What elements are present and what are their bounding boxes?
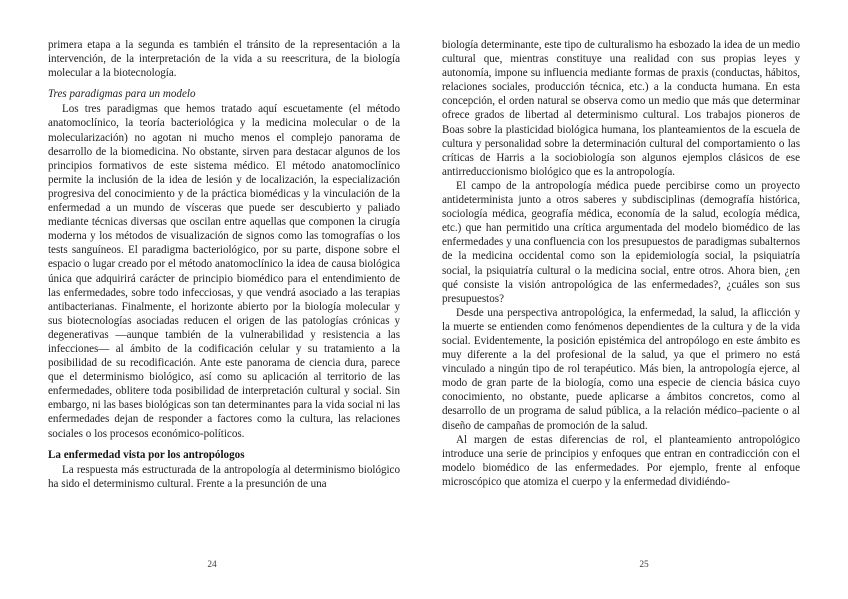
paragraph-continued: primera etapa a la segunda es también el tránsito de la representación a la intervención, de la interpretación de la vida a su reescritura, de la biología molecular a la biotecnología.: [48, 39, 400, 80]
paragraph: Al margen de estas diferencias de rol, el planteamiento antropológico introduce una serie de principios y enfoques que entran en contradicción con el modelo biomédico de las enfermedades. Por ejemplo, frente al enfoque microscópico que atomiza el cuerpo y la enfermedad dividiéndo-: [442, 433, 800, 488]
paragraph: La respuesta más estructurada de la antropología al determinismo biológico ha sido el determinismo cultural. Frente a la presunción de una: [48, 463, 400, 490]
text-block-left: [48, 38, 400, 491]
page-number-right: 25: [639, 560, 649, 570]
section-heading-la-enfermedad: La enfermedad vista por los antropólogos: [48, 448, 245, 461]
page-right: [424, 0, 848, 599]
paragraph-continued: biología determinante, este tipo de culturalismo ha esbozado la idea de un medio cultural que, mientras constituye una realidad con sus propias leyes y autonomía, impone su influencia mediante formas de praxis (conductas, hábitos, relaciones sociales, producción técnica, etc.) a la conducta humana. En esta concepción, el orden natural se observa como un medio que más que determinar ofrece grados de libertad al determinismo cultural. Los trabajos pioneros de Boas sobre la plasticidad biológica humana, los planteamientos de la escuela de cultura y personalidad sobre la determinación cultural del comportamiento o las críticas de Harris a la sociobiología son algunos ejemplos clásicos de ese antirreduccionismo biológico que es la antropología.: [442, 39, 800, 178]
paragraph: Desde una perspectiva antropológica, la enfermedad, la salud, la aflicción y la muerte se entienden como fenómenos dependientes de la cultura y de la vida social. Evidentemente, la posición epistémica del antropólogo en este ámbito es muy diferente a la del profesional de la salud, ya que el primero no está vinculado a ningún tipo de rol terapéutico. Más bien, la antropología ejerce, al modo de gran parte de la biología, como una especie de ciencia básica cuyo conocimiento, no obstante, puede aplicarse a ámbitos concretos, como al desarrollo de un programa de salud pública, a la relación médico–paciente o al diseño de campañas de promoción de la salud.: [442, 306, 800, 432]
section-heading-tres-paradigmas: Tres paradigmas para un modelo: [48, 88, 196, 101]
text-block-right: [442, 38, 800, 489]
page-number-left: 24: [207, 560, 217, 570]
paragraph: El campo de la antropología médica puede percibirse como un proyecto antideterminista junto a otros saberes y subdisciplinas (demografía histórica, sociología médica, geografía médica, economía de la salud, ecología médica, etc.) que han permitido una crítica argumentada del modelo biomédico de las enfermedades y una confluencia con los presupuestos de paradigmas subalternos de la medicina occidental como son la epidemiología social, la psiquiatría social, la psiquiatría cultural o la medicina social, entre otros. Ahora bien, ¿en qué consiste la visión antropológica de las enfermedades?, ¿cuáles son sus presupuestos?: [442, 179, 800, 305]
paragraph: Los tres paradigmas que hemos tratado aquí escuetamente (el método anatomoclínico, la teoría bacteriológica y la medicina molecular o de la molecularización) no agotan ni mucho menos el complejo panorama de desarrollo de la biomedicina. No obstante, sirven para destacar algunos de los principios formativos de este sistema médico. El método anatomoclínico permite la inclusión de la idea de lesión y de localización, la especialización progresiva del conocimiento y de la práctica biomédicas y la vinculación de la enfermedad a un mundo de vísceras que puede ser descubierto y paliado mediante técnicas diversas que oscilan entre aquellas que componen la cirugía moderna y los métodos de visualización de signos como las tomografías o los tests sanguíneos. El paradigma bacteriológico, por su parte, dispone sobre el espacio o lugar creado por el método anatomoclínico la idea de causa biológica única que adquirirá carácter de principio biomédico para el entendimiento de las enfermedades, sobre todo infecciosas, y que vendrá asociado a las terapias antibacterianas. Finalmente, el horizonte abierto por la biología molecular y sus biotecnologías asociadas reducen el origen de las patologías crónicas y degenerativas —aunque también de la vulnerabilidad y resistencia a las infecciones— al ámbito de la codificación celular y su tratamiento a la posibilidad de su recodificación. Ante este panorama de ciencia dura, parece que el determinismo biológico, así como su aplicación al territorio de las enfermedades, oblitere toda posibilidad de interpretación cultural y social. Sin embargo, ni las bases biológicas son tan determinantes para la vida social ni las enfermedades dejan de responder a factores como la cultura, las relaciones sociales o los procesos económico-políticos.: [48, 103, 400, 440]
